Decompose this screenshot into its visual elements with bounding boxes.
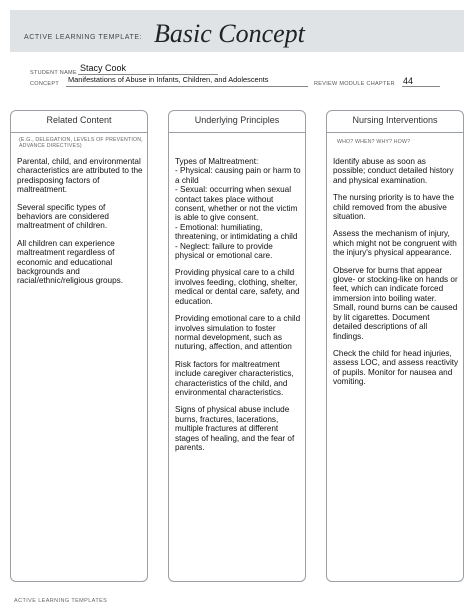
interventions-paragraph: Assess the mechanism of injury, which might not be congruent with the injury's physical appearance.: [333, 229, 457, 258]
concept-line: [66, 86, 308, 87]
related-paragraph: Several specific types of behaviors are considered maltreatment of children.: [17, 202, 109, 231]
review-module-line: [402, 86, 440, 87]
related-content-header: [11, 111, 147, 133]
principles-paragraph: Risk factors for maltreatment include caregiver characteristics, characteristics of the child, and environmental characteristics.: [175, 359, 294, 397]
template-title: Basic Concept: [154, 19, 305, 48]
related-content-body[interactable]: [17, 157, 143, 294]
underlying-principles-title: Underlying Principles: [194, 115, 280, 125]
interventions-paragraph: Check the child for head injuries, assess LOC, and assess reactivity of pupils. Monitor for nausea and vomiting.: [333, 348, 459, 387]
nursing-interventions-hint: WHO? WHEN? WHY? HOW?: [337, 139, 411, 145]
related-paragraph: All children can experience maltreatment regardless of economic and educational backgrounds and racial/ethnic/religious groups.: [17, 238, 124, 286]
review-module-label: REVIEW MODULE CHAPTER: [314, 81, 395, 87]
concept-value[interactable]: Manifestations of Abuse in Infants, Children, and Adolescents: [68, 75, 269, 84]
interventions-paragraph: Observe for burns that appear glove- or stocking-like on hands or feet, which can indicate forced immersion into boiling water. Small, round burns can be caused by lit cigarettes. Document detailed descriptions of all findings.: [333, 265, 458, 341]
footer-label: ACTIVE LEARNING TEMPLATES: [14, 598, 108, 604]
nursing-interventions-panel: [326, 110, 464, 582]
principles-paragraph: Providing physical care to a child involves feeding, clothing, shelter, medical or dental care, safety, and education.: [175, 268, 300, 306]
underlying-principles-header: [169, 111, 305, 133]
nursing-interventions-title: Nursing Interventions: [352, 115, 438, 125]
interventions-paragraph: Identify abuse as soon as possible; conduct detailed history and physical examination.: [333, 157, 454, 185]
interventions-paragraph: The nursing priority is to have the child removed from the abusive situation.: [333, 193, 455, 222]
related-content-panel: [10, 110, 148, 582]
principles-paragraph: Providing emotional care to a child involves simulation to foster normal development, such as nuturing, affection, and attention: [175, 314, 301, 352]
principles-paragraph: Signs of physical abuse include burns, fractures, lacerations, multiple fractures at different stages of healing, and the fear of parents.: [175, 405, 295, 452]
related-content-title: Related Content: [46, 115, 112, 125]
underlying-principles-panel: [168, 110, 306, 582]
concept-label: CONCEPT: [30, 81, 59, 87]
related-content-hint: (E.G., DELEGATION, LEVELS OF PREVENTION, ADVANCE DIRECTIVES): [19, 137, 143, 149]
student-name-label: STUDENT NAME: [30, 70, 77, 76]
principles-paragraph: Types of Maltreatment: - Physical: causing pain or harm to a child - Sexual: occurring when sexual contact takes place without consent, whether or not the victim is able to give consent. - Emotional: humiliating, threatening, or intimidating a child - Neglect: failure to provide physical or emotional care.: [175, 157, 301, 261]
related-paragraph: Parental, child, and environmental characteristics are attributed to the predisposing factors of maltreatment.: [17, 157, 143, 195]
review-module-value[interactable]: 44: [403, 76, 414, 86]
nursing-interventions-body[interactable]: [333, 157, 459, 395]
underlying-principles-body[interactable]: [175, 157, 301, 460]
nursing-interventions-header: [327, 111, 463, 133]
template-prefix: ACTIVE LEARNING TEMPLATE:: [24, 34, 143, 41]
student-name-value[interactable]: Stacy Cook: [80, 63, 127, 73]
